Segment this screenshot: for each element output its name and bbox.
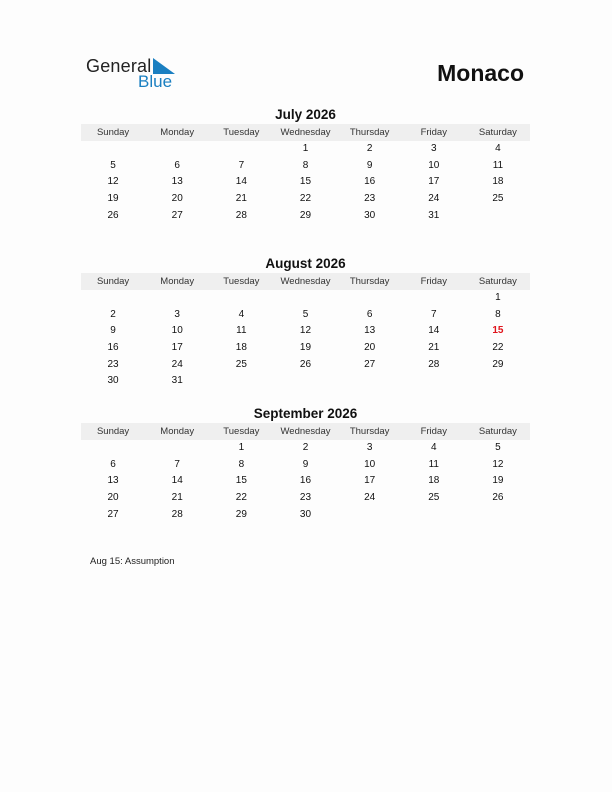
weekday-label: Wednesday: [280, 127, 331, 138]
month-title: August 2026: [265, 256, 346, 271]
weekday-label: Monday: [160, 276, 195, 287]
day-cell: 16: [107, 342, 119, 354]
day-cell: 5: [110, 159, 116, 171]
day-cell: [145, 141, 209, 158]
day-cell: [273, 290, 337, 307]
day-cell: 2: [110, 308, 116, 320]
day-cell: 11: [236, 325, 247, 337]
day-cell: 3: [174, 308, 180, 320]
day-cell: 31: [428, 209, 440, 221]
weekday-header: [81, 273, 530, 290]
day-cell: 8: [495, 308, 501, 320]
day-cell: [145, 290, 209, 307]
day-cell: [402, 373, 466, 390]
day-cell: 27: [107, 508, 119, 520]
day-cell: 28: [171, 508, 183, 520]
weekday-label: Saturday: [478, 127, 517, 138]
weekday-label: Sunday: [96, 276, 130, 287]
day-cell: 28: [235, 209, 247, 221]
week-row: [81, 141, 530, 158]
week-row: [81, 490, 530, 507]
day-cell: 7: [174, 458, 180, 470]
day-cell: 25: [235, 358, 247, 370]
week-row: [81, 473, 530, 490]
week-row: [81, 323, 530, 340]
week-row: [81, 208, 530, 225]
day-cell: 22: [235, 492, 247, 504]
day-cell: [81, 440, 145, 457]
day-cell: [466, 507, 530, 524]
weekday-label: Sunday: [96, 426, 130, 437]
day-cell: 25: [428, 492, 440, 504]
country-title: Monaco: [437, 60, 524, 86]
day-cell: [338, 373, 402, 390]
day-cell: 4: [238, 308, 245, 320]
day-cell: 30: [107, 375, 119, 387]
weekday-label: Wednesday: [280, 276, 331, 287]
day-cell: 19: [492, 475, 504, 487]
day-cell: 10: [364, 458, 376, 470]
holiday-day-cell: 15: [492, 325, 504, 337]
month-title: September 2026: [253, 406, 358, 421]
week-row: [81, 507, 530, 524]
week-row: [81, 373, 530, 390]
weekday-header: [81, 423, 530, 440]
weekday-label: Friday: [420, 426, 447, 437]
day-cell: 29: [299, 209, 312, 221]
day-cell: 14: [235, 176, 247, 188]
weekday-label: Tuesday: [223, 276, 260, 287]
day-cell: 27: [364, 358, 376, 370]
day-cell: 9: [302, 458, 309, 470]
weekday-header: [81, 124, 530, 141]
day-cell: 11: [492, 159, 504, 171]
week-row: [81, 158, 530, 175]
week-row: [81, 290, 530, 307]
day-cell: 10: [428, 159, 440, 171]
month-calendar: [81, 255, 530, 390]
day-cell: 7: [430, 308, 437, 320]
month-calendar: [81, 405, 530, 523]
day-cell: 9: [366, 159, 373, 171]
holiday-note: Aug 15: Assumption: [90, 556, 175, 567]
day-cell: 5: [495, 442, 501, 453]
day-cell: 24: [364, 492, 376, 504]
day-cell: 7: [238, 159, 245, 171]
day-cell: 13: [107, 475, 119, 487]
day-cell: [209, 141, 273, 158]
day-cell: 26: [299, 358, 312, 370]
weekday-label: Thursday: [349, 426, 390, 437]
day-cell: 24: [428, 193, 440, 205]
day-cell: 27: [171, 209, 183, 221]
week-row: [81, 440, 530, 457]
day-cell: 12: [107, 176, 119, 188]
day-cell: 18: [492, 176, 504, 188]
day-cell: 10: [171, 325, 183, 337]
day-cell: 15: [299, 176, 312, 188]
logo-word-blue: Blue: [138, 72, 173, 91]
day-cell: 1: [238, 442, 245, 453]
day-cell: 17: [364, 475, 376, 487]
day-cell: [402, 507, 466, 524]
day-cell: 20: [171, 193, 183, 205]
day-cell: 8: [302, 159, 309, 171]
week-row: [81, 174, 530, 191]
day-cell: 20: [107, 492, 119, 504]
weekday-label: Saturday: [478, 426, 517, 437]
day-cell: 23: [364, 193, 376, 205]
day-cell: [209, 290, 273, 307]
day-cell: 8: [238, 458, 245, 470]
day-cell: [273, 373, 337, 390]
day-cell: 21: [235, 193, 247, 205]
day-cell: 30: [299, 508, 312, 520]
weekday-label: Tuesday: [223, 127, 260, 138]
day-cell: 2: [302, 442, 309, 453]
day-cell: [466, 208, 530, 225]
weekday-label: Thursday: [349, 276, 390, 287]
week-row: [81, 340, 530, 357]
day-cell: 21: [428, 342, 440, 354]
day-cell: 19: [107, 193, 119, 205]
day-cell: [209, 373, 273, 390]
day-cell: 4: [430, 442, 437, 453]
day-cell: 15: [235, 475, 247, 487]
day-cell: 23: [299, 492, 312, 504]
day-cell: 1: [302, 143, 309, 154]
day-cell: 26: [107, 209, 119, 221]
day-cell: 29: [492, 358, 504, 370]
month-calendar: [81, 106, 530, 224]
day-cell: 16: [299, 475, 312, 487]
week-row: [81, 307, 530, 324]
day-cell: 23: [107, 358, 119, 370]
day-cell: 20: [364, 342, 376, 354]
day-cell: 12: [299, 325, 312, 337]
day-cell: [81, 141, 145, 158]
day-cell: 11: [428, 458, 439, 470]
weekday-label: Tuesday: [223, 426, 260, 437]
weekday-label: Friday: [420, 276, 447, 287]
weekday-label: Monday: [160, 127, 195, 138]
day-cell: [402, 290, 466, 307]
week-row: [81, 191, 530, 208]
day-cell: 26: [492, 492, 504, 504]
generalblue-logo: [86, 56, 186, 92]
day-cell: 5: [302, 308, 309, 320]
weekday-label: Saturday: [478, 276, 517, 287]
day-cell: 28: [428, 358, 440, 370]
day-cell: [466, 373, 530, 390]
day-cell: 16: [364, 176, 376, 188]
weekday-label: Friday: [420, 127, 447, 138]
day-cell: 13: [364, 325, 376, 337]
day-cell: 21: [171, 492, 183, 504]
day-cell: 3: [366, 442, 373, 453]
weekday-label: Monday: [160, 426, 195, 437]
day-cell: [81, 290, 145, 307]
day-cell: 22: [492, 342, 504, 354]
day-cell: 30: [364, 209, 376, 221]
day-cell: 4: [495, 143, 501, 154]
day-cell: [338, 290, 402, 307]
day-cell: 25: [492, 193, 504, 205]
weekday-label: Wednesday: [280, 426, 331, 437]
day-cell: 31: [171, 375, 183, 387]
day-cell: 17: [428, 176, 440, 188]
day-cell: 6: [174, 159, 180, 171]
day-cell: 13: [171, 176, 183, 188]
day-cell: 14: [171, 475, 183, 487]
week-row: [81, 457, 530, 474]
month-title: July 2026: [275, 107, 336, 122]
day-cell: [145, 440, 209, 457]
day-cell: 2: [366, 143, 373, 154]
holiday-notes: [90, 556, 175, 567]
day-cell: 14: [428, 325, 440, 337]
day-cell: 17: [171, 342, 183, 354]
day-cell: 22: [299, 193, 312, 205]
day-cell: 24: [171, 358, 183, 370]
day-cell: [338, 507, 402, 524]
day-cell: 18: [428, 475, 440, 487]
weekday-label: Sunday: [96, 127, 130, 138]
day-cell: 18: [235, 342, 247, 354]
day-cell: 1: [495, 292, 501, 303]
day-cell: 29: [235, 508, 247, 520]
day-cell: 19: [299, 342, 312, 354]
logo-word-general: General: [86, 56, 152, 76]
day-cell: 3: [430, 143, 437, 154]
week-row: [81, 357, 530, 374]
weekday-label: Thursday: [349, 127, 390, 138]
day-cell: 9: [110, 325, 116, 337]
day-cell: 6: [366, 308, 373, 320]
day-cell: 12: [492, 458, 504, 470]
day-cell: 6: [110, 458, 116, 470]
